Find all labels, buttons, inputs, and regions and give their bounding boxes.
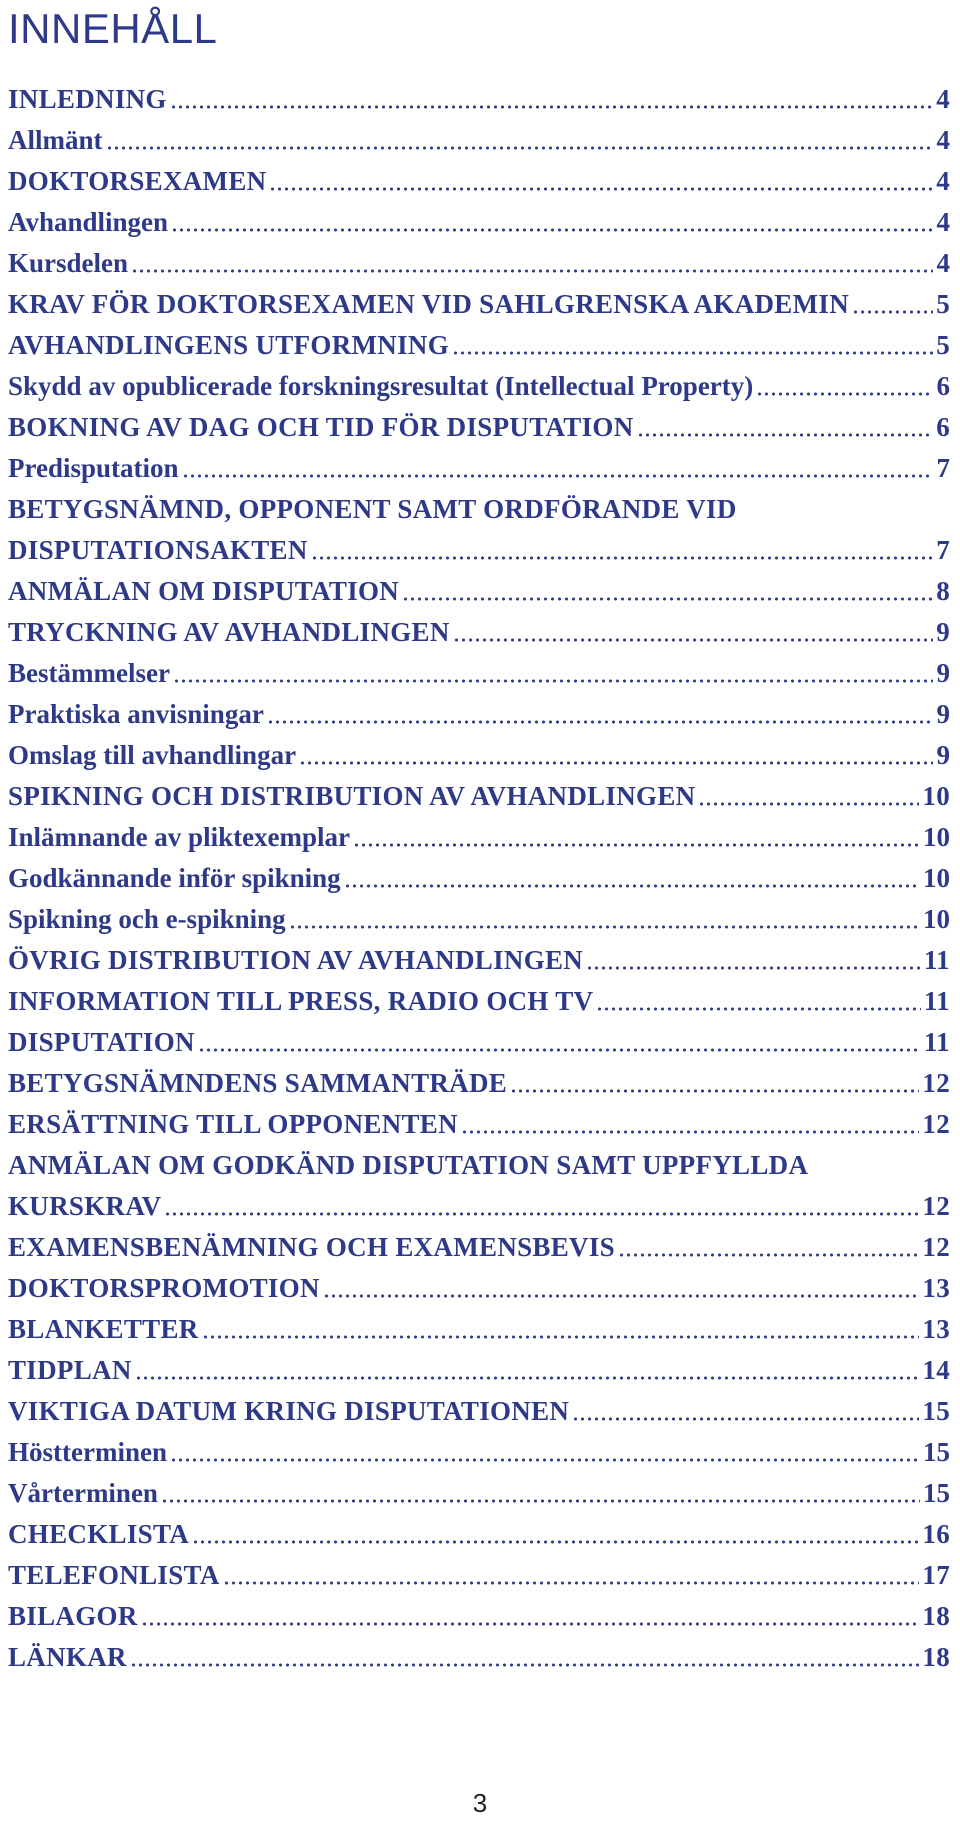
toc-dot-leader [756, 392, 933, 396]
toc-entry-page: 7 [936, 535, 950, 565]
toc-entry[interactable] [8, 1387, 950, 1428]
toc-entry-page: 11 [923, 986, 950, 1016]
toc-entry-page: 6 [936, 371, 950, 401]
toc-entry-title: DOKTORSEXAMEN [8, 166, 267, 196]
toc-entry[interactable] [8, 280, 950, 321]
toc-dot-leader [202, 1335, 920, 1339]
toc-dot-leader [299, 761, 933, 765]
toc-entry[interactable] [8, 854, 950, 895]
toc-entry-page: 13 [922, 1314, 950, 1344]
toc-entry-page: 5 [936, 289, 950, 319]
toc-entry[interactable] [8, 1223, 950, 1264]
toc-entry[interactable] [8, 444, 950, 485]
toc-dot-leader [141, 1622, 920, 1626]
toc-dot-leader [161, 1499, 920, 1503]
toc-dot-leader [596, 1007, 920, 1011]
toc-entry-title: LÄNKAR [8, 1642, 127, 1672]
toc-entry[interactable] [8, 1100, 950, 1141]
toc-entry-title: SPIKNING OCH DISTRIBUTION AV AVHANDLINGEN [8, 781, 696, 811]
toc-entry-title: TRYCKNING AV AVHANDLINGEN [8, 617, 450, 647]
toc-entry-title: KRAV FÖR DOKTORSEXAMEN VID SAHLGRENSKA AKADEMIN [8, 289, 849, 319]
toc-entry-page: 17 [922, 1560, 950, 1590]
toc-dot-leader [192, 1540, 919, 1544]
page-number: 3 [472, 1788, 488, 1818]
toc-dot-leader [164, 1212, 919, 1216]
toc-entry-title: DISPUTATIONSAKTEN [8, 535, 308, 565]
toc-entry-page: 9 [936, 699, 950, 729]
toc-entry[interactable] [8, 1346, 950, 1387]
toc-entry-title: Praktiska anvisningar [8, 699, 264, 729]
toc-entry[interactable] [8, 239, 950, 280]
toc-entry-title: BOKNING AV DAG OCH TID FÖR DISPUTATION [8, 412, 634, 442]
toc-entry[interactable] [8, 649, 950, 690]
toc-entry-page: 10 [923, 822, 950, 852]
toc-entry-page: 12 [922, 1232, 950, 1262]
toc-dot-leader [173, 679, 933, 683]
toc-entry-page: 16 [922, 1519, 950, 1549]
toc-entry-page: 12 [922, 1191, 950, 1221]
toc-dot-leader [289, 925, 920, 929]
toc-dot-leader [106, 146, 934, 150]
toc-entry-title: BETYGSNÄMNDENS SAMMANTRÄDE [8, 1068, 508, 1098]
toc-dot-leader [267, 720, 933, 724]
toc-dot-leader [698, 802, 919, 806]
toc-entry-title: DISPUTATION [8, 1027, 195, 1057]
toc-dot-leader [269, 187, 933, 191]
toc-entry-page: 15 [922, 1396, 950, 1426]
toc-dot-leader [170, 105, 933, 109]
toc-entry[interactable] [8, 895, 950, 936]
toc-entry[interactable] [8, 1551, 950, 1592]
toc-dot-leader [637, 433, 933, 437]
toc-entry[interactable] [8, 116, 950, 157]
toc-entry-title: Spikning och e-spikning [8, 904, 286, 934]
toc-entry-page: 4 [936, 166, 950, 196]
toc-entry[interactable] [8, 772, 950, 813]
toc-entry-title: Skydd av opublicerade forskningsresultat (Intellectual Property) [8, 371, 754, 401]
toc-entry-page: 10 [923, 904, 950, 934]
toc-entry-page: 4 [936, 125, 950, 155]
toc-entry-page: 8 [936, 576, 950, 606]
toc-entry-title: Bestämmelser [8, 658, 170, 688]
toc-entry-title: Avhandlingen [8, 207, 169, 237]
toc-entry-title: Omslag till avhandlingar [8, 740, 297, 770]
toc-entry-title: BETYGSNÄMND, OPPONENT SAMT ORDFÖRANDE VID [8, 494, 737, 524]
toc-entry-page: 4 [936, 84, 950, 114]
toc-entry-title: CHECKLISTA [8, 1519, 190, 1549]
toc-dot-leader [198, 1048, 921, 1052]
toc-entry-title: Kursdelen [8, 248, 129, 278]
toc-entry[interactable] [8, 977, 950, 1018]
toc-entry-title: BLANKETTER [8, 1314, 199, 1344]
toc-entry-title: TELEFONLISTA [8, 1560, 220, 1590]
toc-entry-page: 12 [922, 1109, 950, 1139]
toc-entry-title: AVHANDLINGENS UTFORMNING [8, 330, 449, 360]
toc-dot-leader [353, 843, 920, 847]
toc-entry[interactable] [8, 362, 950, 403]
toc-dot-leader [182, 474, 933, 478]
toc-entry[interactable] [8, 936, 950, 977]
toc-entry[interactable] [8, 1018, 950, 1059]
toc-entry-title: ÖVRIG DISTRIBUTION AV AVHANDLINGEN [8, 945, 584, 975]
toc-entry[interactable] [8, 1510, 950, 1551]
toc-dot-leader [170, 1458, 920, 1462]
toc-dot-leader [171, 228, 933, 232]
toc-entry-title: TIDPLAN [8, 1355, 132, 1385]
toc-entry-page: 7 [936, 453, 950, 483]
toc-entry[interactable] [8, 731, 950, 772]
toc-entry-page: 9 [936, 617, 950, 647]
toc-entry-title: ERSÄTTNING TILL OPPONENTEN [8, 1109, 458, 1139]
toc-entry-title: ANMÄLAN OM GODKÄND DISPUTATION SAMT UPPFYLLDA [8, 1150, 809, 1180]
toc-dot-leader [618, 1253, 919, 1257]
toc-entry[interactable] [8, 608, 950, 649]
toc-dot-leader [572, 1417, 919, 1421]
page-title: INNEHÅLL [8, 5, 218, 52]
toc-entry[interactable] [8, 1592, 950, 1633]
toc-entry-page: 5 [936, 330, 950, 360]
toc-entry-title: Godkännande inför spikning [8, 863, 341, 893]
toc-dot-leader [135, 1376, 920, 1380]
toc-entry[interactable] [8, 1182, 950, 1223]
toc-entry-title: DOKTORSPROMOTION [8, 1273, 320, 1303]
toc-entry-page: 12 [922, 1068, 950, 1098]
toc-dot-leader [344, 884, 920, 888]
toc-entry-page: 11 [923, 1027, 950, 1057]
toc-entry-title: Predisputation [8, 453, 179, 483]
toc-entry-title: Inlämnande av pliktexemplar [8, 822, 351, 852]
toc-entry[interactable] [8, 157, 950, 198]
toc-entry-page: 9 [936, 658, 950, 688]
toc-entry-title: Allmänt [8, 125, 103, 155]
toc-entry[interactable] [8, 198, 950, 239]
toc-entry-page: 14 [922, 1355, 950, 1385]
toc-entry-title: BILAGOR [8, 1601, 138, 1631]
toc-entry[interactable] [8, 1059, 950, 1100]
toc-dot-leader [311, 556, 933, 560]
toc-dot-leader [452, 351, 933, 355]
toc-entry-page: 10 [922, 781, 950, 811]
toc-entry-title: ANMÄLAN OM DISPUTATION [8, 576, 400, 606]
toc-entry-page: 4 [936, 248, 950, 278]
toc-dot-leader [402, 597, 933, 601]
toc-entry-title: VIKTIGA DATUM KRING DISPUTATIONEN [8, 1396, 570, 1426]
toc-entry-title: Vårterminen [8, 1478, 158, 1508]
toc-entry-title: INLEDNING [8, 84, 167, 114]
toc-entry-title: Höstterminen [8, 1437, 167, 1467]
toc-entry-page: 18 [922, 1642, 950, 1672]
toc-entry-page: 13 [922, 1273, 950, 1303]
toc-dot-leader [461, 1130, 919, 1134]
toc-entry-page: 9 [936, 740, 950, 770]
toc-entry-page: 10 [923, 863, 950, 893]
toc-entry[interactable] [8, 1305, 950, 1346]
toc-entry-page: 18 [922, 1601, 950, 1631]
toc-entry-page: 11 [923, 945, 950, 975]
toc-entry[interactable] [8, 567, 950, 608]
toc-dot-leader [453, 638, 933, 642]
toc-entry-page: 4 [936, 207, 950, 237]
toc-entry[interactable] [8, 75, 950, 116]
toc-entry[interactable] [8, 1469, 950, 1510]
toc-entry-title: KURSKRAV [8, 1191, 162, 1221]
toc-entry[interactable] [8, 1633, 950, 1674]
toc-dot-leader [131, 269, 933, 273]
toc-dot-leader [223, 1581, 920, 1585]
toc-dot-leader [586, 966, 921, 970]
toc-dot-leader [510, 1089, 919, 1093]
toc-entry[interactable] [8, 403, 950, 444]
toc-entry[interactable] [8, 526, 950, 567]
toc-entry[interactable] [8, 813, 950, 854]
toc-entry-page: 6 [936, 412, 950, 442]
toc-dot-leader [130, 1663, 920, 1667]
toc-dot-leader [852, 310, 933, 314]
toc-entry-page: 15 [923, 1478, 950, 1508]
toc-entry-title: INFORMATION TILL PRESS, RADIO OCH TV [8, 986, 594, 1016]
toc-entry-page: 15 [923, 1437, 950, 1467]
toc-entry[interactable] [8, 1428, 950, 1469]
toc-entry[interactable] [8, 1264, 950, 1305]
toc-entry[interactable] [8, 485, 950, 526]
toc-entry[interactable] [8, 321, 950, 362]
toc-entry[interactable] [8, 1141, 950, 1182]
table-of-contents [8, 75, 950, 1674]
toc-dot-leader [323, 1294, 920, 1298]
toc-entry[interactable] [8, 690, 950, 731]
toc-entry-title: EXAMENSBENÄMNING OCH EXAMENSBEVIS [8, 1232, 615, 1262]
